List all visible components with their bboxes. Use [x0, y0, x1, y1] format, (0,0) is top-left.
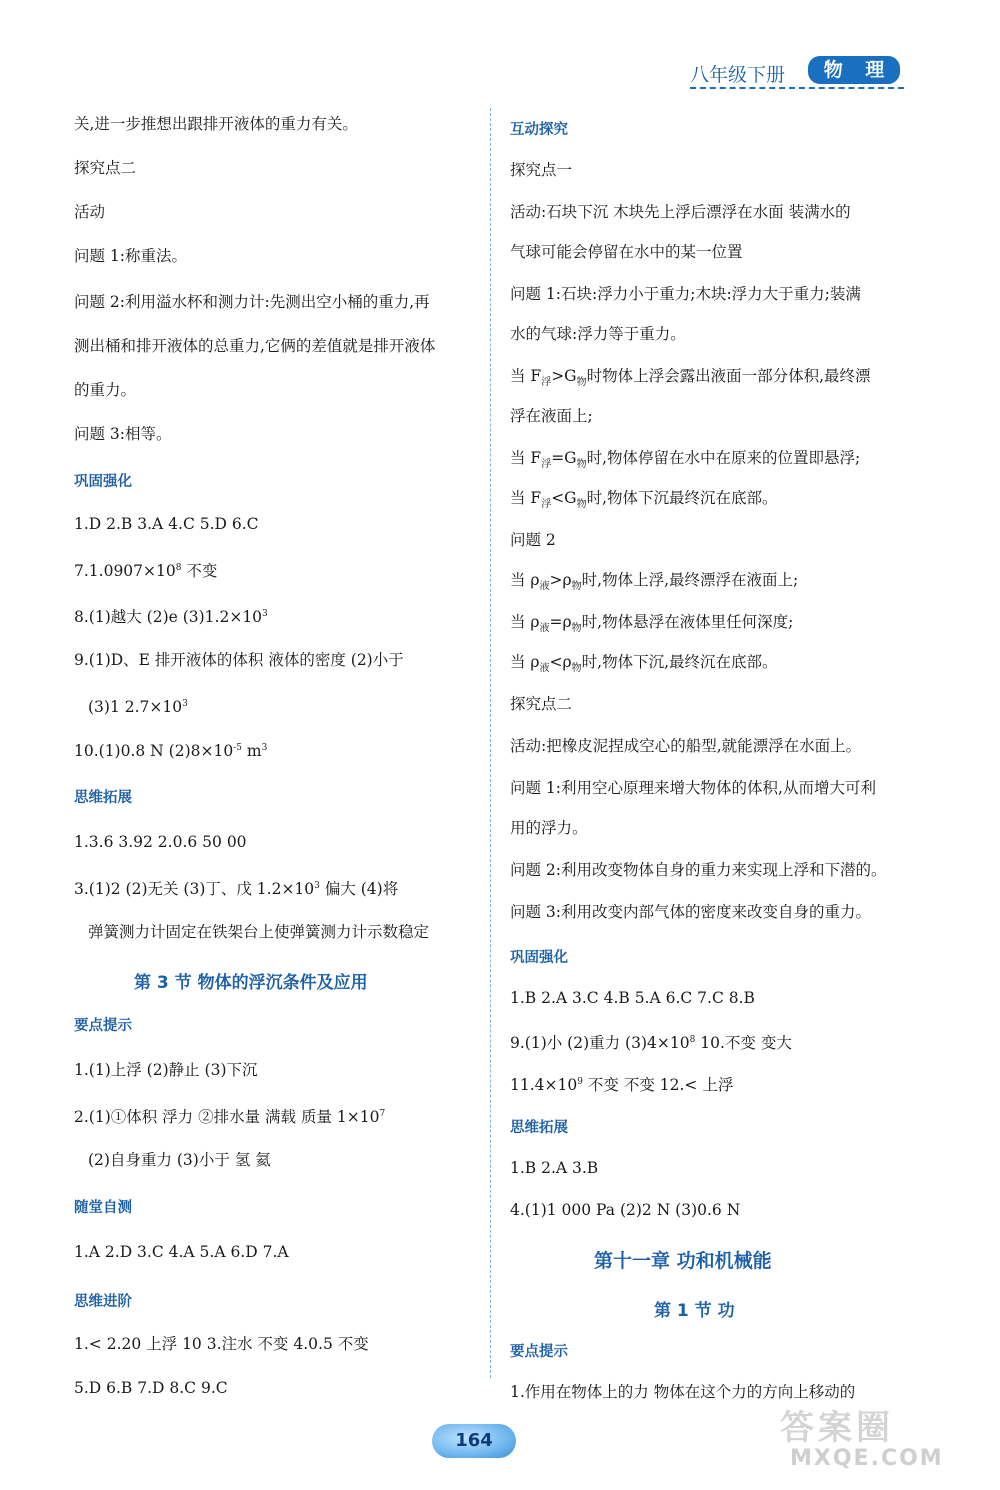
answer-line: $11.4\times 10^9$ 不变 不变 12.< 上浮 — [510, 1076, 734, 1094]
section-heading: 思维进阶 — [74, 1294, 132, 1310]
text-line: 测出桶和排开液体的总重力,它俩的差值就是排开液体 — [74, 337, 436, 355]
text-line: 当 $F_浮<G_物$时,物体下沉最终沉在底部。 — [510, 489, 778, 511]
section-heading: 思维拓展 — [74, 790, 132, 806]
text-line: 气球可能会停留在水中的某一位置 — [510, 243, 743, 261]
header-rule — [690, 87, 904, 89]
answer-line: 2.(1)①体积 浮力 ②排水量 满载 质量 $1\times 10^7$ — [74, 1108, 386, 1126]
subheading: 探究点二 — [74, 159, 137, 177]
section-title: 第 1 节 功 — [654, 1301, 735, 1321]
answer-line: 9.(1)D、E 排开液体的体积 液体的密度 (2)小于 — [74, 651, 404, 669]
watermark-url: MXQE.COM — [790, 1446, 944, 1471]
text-line: 浮在液面上; — [510, 407, 593, 425]
column-divider — [490, 108, 491, 1378]
answer-line: 1.D 2.B 3.A 4.C 5.D 6.C — [74, 515, 259, 533]
text-line: 当 $\rho_液>\rho_物$时,物体上浮,最终漂浮在液面上; — [510, 571, 799, 593]
answer-line: (3)1 $2.7\times 10^3$ — [88, 698, 188, 716]
text-line: 的重力。 — [74, 381, 137, 399]
text-line: 问题 2:利用改变物体自身的重力来实现上浮和下潜的。 — [510, 861, 887, 879]
section-heading: 思维拓展 — [510, 1120, 568, 1136]
text-line: 问题 3:相等。 — [74, 425, 172, 443]
answer-line: 1.B 2.A 3.C 4.B 5.A 6.C 7.C 8.B — [510, 989, 755, 1007]
section-heading: 巩固强化 — [74, 474, 132, 490]
text-line: 当 $F_浮=G_物$时,物体停留在水中在原来的位置即悬浮; — [510, 449, 861, 471]
answer-line: (2)自身重力 (3)小于 氢 氦 — [88, 1151, 271, 1169]
text-line: 关,进一步推想出跟排开液体的重力有关。 — [74, 115, 358, 133]
watermark-text: 答案圈 — [780, 1408, 894, 1448]
answer-line: 9.(1)小 (2)重力 $(3)4\times 10^8$ 10.不变 变大 — [510, 1034, 792, 1052]
text-line: 1.作用在物体上的力 物体在这个力的方向上移动的 — [510, 1383, 856, 1401]
text-line: 问题 1:石块:浮力小于重力;木块:浮力大于重力;装满 — [510, 285, 861, 303]
section-heading: 互动探究 — [510, 122, 568, 138]
grade-label: 八年级下册 — [690, 64, 786, 86]
answer-line: 8.(1)越大 (2)e $(3)1.2\times 10^3$ — [74, 608, 268, 626]
text-line: 水的气球:浮力等于重力。 — [510, 325, 686, 343]
subject-badge: 物 理 — [808, 56, 900, 84]
answer-line: 5.D 6.B 7.D 8.C 9.C — [74, 1379, 228, 1397]
watermark-logo — [780, 1400, 980, 1480]
subheading: 探究点二 — [510, 695, 573, 713]
text-line: 活动:石块下沉 木块先上浮后漂浮在水面 装满水的 — [510, 203, 851, 221]
subheading: 探究点一 — [510, 161, 573, 179]
section-heading: 随堂自测 — [74, 1200, 132, 1216]
text-line: 活动:把橡皮泥捏成空心的船型,就能漂浮在水面上。 — [510, 737, 862, 755]
text-line: 问题 3:利用改变内部气体的密度来改变自身的重力。 — [510, 903, 872, 921]
text-line: 当 $F_浮>G_物$时物体上浮会露出液面一部分体积,最终漂 — [510, 367, 871, 389]
text-line: 当 $\rho_液<\rho_物$时,物体下沉,最终沉在底部。 — [510, 653, 778, 675]
text-line: 问题 2:利用溢水杯和测力计:先测出空小桶的重力,再 — [74, 293, 430, 311]
text-line: 问题 2 — [510, 531, 556, 549]
answer-line: $7.1.0907\times 10^8$ 不变 — [74, 562, 218, 580]
answer-line: 1.B 2.A 3.B — [510, 1159, 599, 1177]
answer-line: 1.< 2.20 上浮 10 3.注水 不变 4.0.5 不变 — [74, 1335, 369, 1353]
section-title: 第 3 节 物体的浮沉条件及应用 — [134, 973, 368, 993]
section-heading: 巩固强化 — [510, 950, 568, 966]
text-line: 问题 1:称重法。 — [74, 247, 188, 265]
answer-line: 弹簧测力计固定在铁架台上使弹簧测力计示数稳定 — [88, 923, 430, 941]
answer-line: 1.A 2.D 3.C 4.A 5.A 6.D 7.A — [74, 1243, 289, 1261]
text-line: 活动 — [74, 203, 106, 221]
text-line: 当 $\rho_液=\rho_物$时,物体悬浮在液体里任何深度; — [510, 613, 794, 635]
text-line: 问题 1:利用空心原理来增大物体的体积,从而增大可利 — [510, 779, 876, 797]
answer-line: 10.(1)0.8 N $(2)8\times 10^{-5}$ $m^3$ — [74, 742, 268, 760]
answer-line: 1.(1)上浮 (2)静止 (3)下沉 — [74, 1061, 258, 1079]
page-number: 164 — [432, 1424, 516, 1458]
answer-line: 4.(1)1 000 Pa (2)2 N (3)0.6 N — [510, 1201, 741, 1219]
chapter-title: 第十一章 功和机械能 — [594, 1250, 772, 1272]
text-line: 用的浮力。 — [510, 819, 588, 837]
answer-line: 1.3.6 3.92 2.0.6 50 00 — [74, 833, 247, 851]
section-heading: 要点提示 — [510, 1344, 568, 1360]
page-header — [690, 56, 910, 90]
answer-line: 3.(1)2 (2)无关 (3)丁、戊 $1.2\times 10^3$ 偏大 (4)将 — [74, 880, 399, 898]
section-heading: 要点提示 — [74, 1018, 132, 1034]
